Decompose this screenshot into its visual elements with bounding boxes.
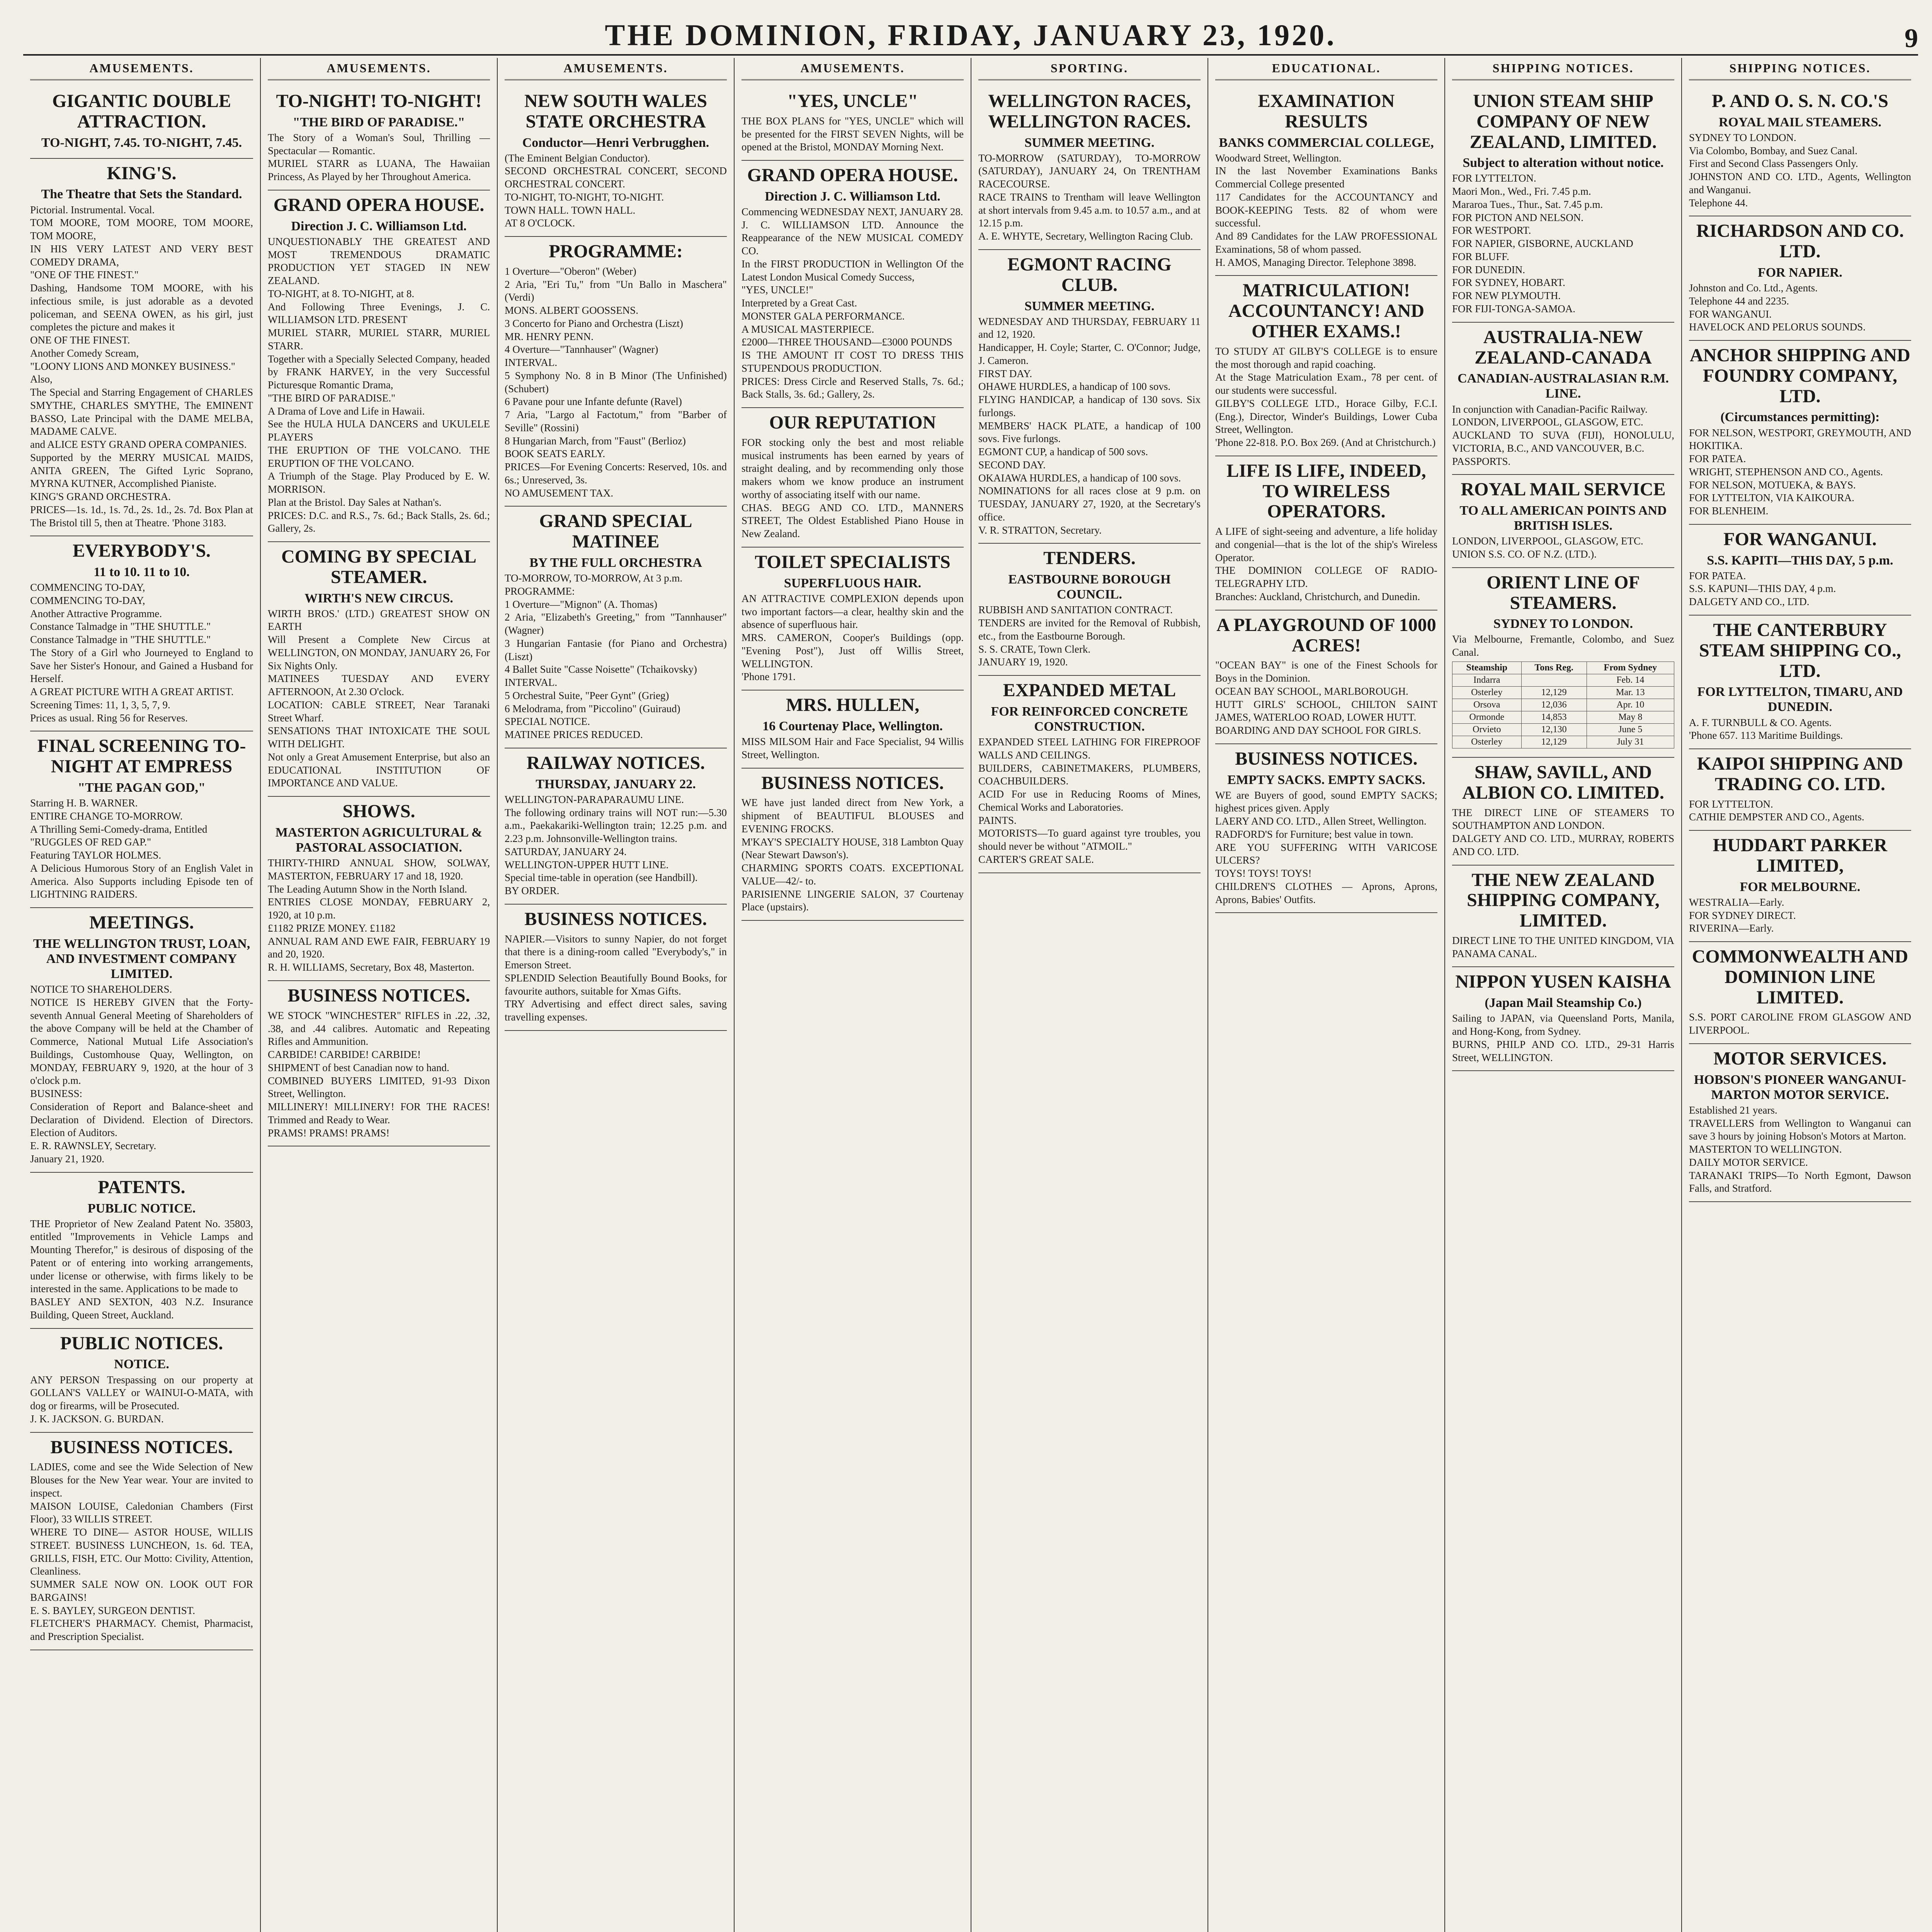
ad-subheading: BANKS COMMERCIAL COLLEGE,: [1219, 135, 1434, 150]
masthead-right: [1686, 23, 1918, 54]
table-cell: Orvieto: [1452, 723, 1522, 736]
advertisement: [268, 797, 490, 981]
ad-subheading: Subject to alteration without notice.: [1463, 156, 1664, 170]
ad-body: The Story of a Woman's Soul, Thrilling — Spectacular — Romantic. MURIEL STARR as LUANA, The Hawaiian Princess, As Played by her Throughout America.: [268, 131, 490, 183]
table-header-cell: Tons Reg.: [1521, 662, 1587, 674]
ad-subheading: TO-NIGHT, 7.45. TO-NIGHT, 7.45.: [41, 135, 242, 150]
advertisement: [1452, 568, 1674, 758]
ad-body: FOR LYTTELTON. CATHIE DEMPSTER AND CO., Agents.: [1689, 798, 1864, 823]
advertisement: [742, 408, 964, 548]
advertisement: [505, 87, 727, 237]
ad-body: A LIFE of sight-seeing and adventure, a life holiday and congenial—that is the lot of the ship's Wireless Operator. THE DOMINION COLLEGE OF RADIO-TELEGRAPHY LTD. Branches: Auckland, Christchurch, and Dunedin.: [1215, 526, 1437, 602]
advertisement: [1689, 942, 1911, 1044]
ad-heading: GRAND OPERA HOUSE.: [273, 194, 485, 215]
ad-subheading: SUPERFLUOUS HAIR.: [784, 576, 922, 590]
ad-heading: FINAL SCREENING TO-NIGHT AT EMPRESS: [37, 736, 246, 777]
ad-body: THE DIRECT LINE OF STEAMERS TO SOUTHAMPTON AND LONDON. DALGETY AND CO. LTD., MURRAY, ROBERTS AND CO. LTD.: [1452, 806, 1674, 857]
ad-body: THIRTY-THIRD ANNUAL SHOW, SOLWAY, MASTERTON, FEBRUARY 17 and 18, 1920. The Leading Autumn Show in the North Island. ENTRIES CLOSE MONDAY, FEBRUARY 2, 1920, at 10 p.m. £1182 PRIZE MONEY. £1182 ANNUAL RAM AND EWE FAIR, FEBRUARY 19 and 20, 1920. R. H. WILLIAMS, Secretary, Box 48, Masterton.: [268, 857, 490, 973]
advertisement: [978, 676, 1201, 873]
page-number: 9: [1905, 24, 1918, 53]
ad-subheading: 16 Courtenay Place, Wellington.: [762, 719, 943, 733]
table-header-cell: Steamship: [1452, 662, 1522, 674]
table-row: [1452, 674, 1674, 686]
table-row: [1452, 723, 1674, 736]
advertisement: [30, 159, 253, 537]
advertisement: [1689, 749, 1911, 831]
ad-heading: BUSINESS NOTICES.: [1235, 748, 1418, 769]
ad-body: SYDNEY TO LONDON. Via Colombo, Bombay, and Suez Canal. First and Second Class Passengers Only. JOHNSTON AND CO. LTD., Agents, Wellington and Wanganui. Telephone 44.: [1689, 131, 1911, 209]
ad-heading: GIGANTIC DOUBLE ATTRACTION.: [52, 91, 231, 132]
advertisement: [30, 908, 253, 1173]
advertisement: [268, 87, 490, 190]
ad-heading: NEW SOUTH WALES STATE ORCHESTRA: [524, 91, 707, 132]
ad-subheading: FOR LYTTELTON, TIMARU, AND DUNEDIN.: [1697, 685, 1903, 714]
ad-body: WE have just landed direct from New York, a shipment of BEAUTIFUL BLOUSES and EVENING FROCKS. M'KAY'S SPECIALTY HOUSE, 318 Lambton Quay (Near Stewart Dawson's). CHARMING SPORTS COATS. EXCEPTIONAL VALUE—42/- to. PARISIENNE LINGERIE SALON, 37 Courtenay Place (upstairs).: [742, 797, 964, 913]
advertisement: [1215, 744, 1437, 913]
ad-body: Sailing to JAPAN, via Queensland Ports, Manila, and Hong-Kong, from Sydney. BURNS, PHILP AND CO. LTD., 29-31 Harris Street, WELLINGTON.: [1452, 1012, 1674, 1063]
column-4: [734, 58, 971, 1932]
ad-heading: EXPANDED METAL: [1003, 680, 1176, 701]
advertisement: [1452, 87, 1674, 323]
ad-subheading: FOR REINFORCED CONCRETE CONSTRUCTION.: [991, 704, 1188, 734]
ad-subheading: CANADIAN-AUSTRALASIAN R.M. LINE.: [1458, 371, 1669, 401]
ad-body: COMMENCING TO-DAY, COMMENCING TO-DAY, Another Attractive Programme. Constance Talmadge in "THE SHUTTLE." Constance Talmadge in "THE SHUTTLE." The Story of a Girl who Journeyed to England to Save her Sister's Honour, and Gained a Husband for Herself. A GREAT PICTURE WITH A GREAT ARTIST. Screening Times: 11, 1, 3, 5, 7, 9. Prices as usual. Ring 56 for Reserves.: [30, 582, 253, 724]
ad-body: (The Eminent Belgian Conductor). SECOND ORCHESTRAL CONCERT, SECOND ORCHESTRAL CONCERT. TO-NIGHT, TO-NIGHT, TO-NIGHT. TOWN HALL. TOWN HALL. AT 8 O'CLOCK.: [505, 152, 727, 229]
ad-heading: EGMONT RACING CLUB.: [1007, 254, 1172, 295]
advertisement: [268, 981, 490, 1146]
ad-body: WIRTH BROS.' (LTD.) GREATEST SHOW ON EARTH Will Present a Complete New Circus at WELLINGTON, ON MONDAY, JANUARY 26, For Six Nights Only. MATINEES TUESDAY AND EVERY AFTERNOON, At 2.30 O'clock. LOCATION: CABLE STREET, Near Taranaki Street Wharf. SENSATIONS THAT INTOXICATE THE SOUL WITH DELIGHT. Not only a Great Amusement Enterprise, but also an EDUCATIONAL INSTITUTION OF IMPORTANCE AND VALUE.: [268, 607, 490, 789]
advertisement: [505, 507, 727, 748]
column-1: [23, 58, 260, 1932]
ad-body: Johnston and Co. Ltd., Agents. Telephone 44 and 2235. FOR WANGANUI. HAVELOCK AND PELORUS SOUNDS.: [1689, 282, 1866, 333]
advertisement: [1452, 758, 1674, 866]
table-cell: Feb. 14: [1587, 674, 1674, 686]
ad-heading: TO-NIGHT! TO-NIGHT!: [276, 91, 482, 111]
page-title: THE DOMINION, FRIDAY, JANUARY 23, 1920.: [605, 18, 1337, 52]
ad-body: Woodward Street, Wellington. IN the last November Examinations Banks Commercial College presented 117 Candidates for the ACCOUNTANCY and BOOK-KEEPING Tests. 82 of whom were successful. And 89 Candidates for the LAW PROFESSIONAL Examinations, 58 of whom passed. H. AMOS, Managing Director. Telephone 3898.: [1215, 152, 1437, 268]
ad-heading: OUR REPUTATION: [769, 412, 936, 433]
ad-heading: TENDERS.: [1043, 548, 1136, 569]
advertisement: [30, 1329, 253, 1433]
ad-body: In conjunction with Canadian-Pacific Railway. LONDON, LIVERPOOL, GLASGOW, ETC. AUCKLAND TO SUVA (FIJI), HONOLULU, VICTORIA, B.C., AND VANCOUVER, B.C. PASSPORTS.: [1452, 403, 1674, 467]
ad-body: TO-MORROW (SATURDAY), TO-MORROW (SATURDAY), JANUARY 24, On TRENTHAM RACECOURSE. RACE TRAINS to Trentham will leave Wellington at short intervals from 9.45 a.m. to 10.57 a.m., and at 12.15 p.m. A. E. WHYTE, Secretary, Wellington Racing Club.: [978, 152, 1201, 242]
advertisement: [1452, 475, 1674, 568]
table-cell: June 5: [1587, 723, 1674, 736]
ad-subheading: FOR NAPIER.: [1757, 265, 1843, 280]
advertisement: [742, 548, 964, 690]
column-6: [1208, 58, 1444, 1932]
advertisement: [742, 161, 964, 408]
ad-subheading: S.S. KAPITI—THIS DAY, 5 p.m.: [1707, 553, 1893, 568]
ad-body: 1 Overture—"Oberon" (Weber) 2 Aria, "Eri Tu," from "Un Ballo in Maschera" (Verdi) MONS. ALBERT GOOSSENS. 3 Concerto for Piano and Orchestra (Liszt) MR. HENRY PENN. 4 Overture—"Tannhauser" (Wagner) INTERVAL. 5 Symphony No. 8 in B Minor (The Unfinished) (Schubert) 6 Pavane pour une Infante defunte (Ravel) 7 Aria, "Largo al Factotum," from "Barber of Seville" (Rossini) 8 Hungarian March, from "Faust" (Berlioz) BOOK SEATS EARLY. PRICES—For Evening Concerts: Reserved, 10s. and 6s.; Unreserved, 3s. NO AMUSEMENT TAX.: [505, 265, 727, 499]
advertisement: [1452, 967, 1674, 1071]
advertisement: [505, 237, 727, 507]
ad-body: NAPIER.—Visitors to sunny Napier, do not forget that there is a dining-room called "Everybody's," in Emerson Street. SPLENDID Selection Beautifully Bound Books, for favourite authors, suitable for Xmas Gifts. TRY Advertising and effect direct sales, saving travelling expenses.: [505, 933, 727, 1023]
table-cell: May 8: [1587, 711, 1674, 723]
ad-body: A. F. TURNBULL & CO. Agents. 'Phone 657. 113 Maritime Buildings.: [1689, 716, 1843, 742]
advertisement: [742, 769, 964, 921]
ad-subheading: (Circumstances permitting):: [1720, 410, 1880, 425]
ad-body: AN ATTRACTIVE COMPLEXION depends upon two important factors—a clear, healthy skin and the absence of superfluous hair. MRS. CAMERON, Cooper's Buildings (opp. "Evening Post"), Just off Willis Street, WELLINGTON. 'Phone 1791.: [742, 592, 964, 683]
advertisement: [742, 87, 964, 161]
ad-subheading: The Theatre that Sets the Standard.: [41, 187, 242, 202]
advertisement: [1689, 87, 1911, 216]
table-cell: Mar. 13: [1587, 686, 1674, 699]
ad-heading: THE CANTERBURY STEAM SHIPPING CO., LTD.: [1699, 619, 1901, 681]
ad-subheading: 11 to 10. 11 to 10.: [94, 565, 190, 580]
ad-body: FOR stocking only the best and most reliable musical instruments has been earned by years of straight dealing, and by recommending only those makers whom we know produce an instrument worthy of associating itself with our name. CHAS. BEGG AND CO. LTD., MANNERS STREET, The Oldest Established Piano House in New Zealand.: [742, 436, 964, 540]
ad-subheading: ROYAL MAIL STEAMERS.: [1718, 115, 1881, 129]
ad-heading: FOR WANGANUI.: [1723, 529, 1877, 549]
ad-body: FOR PATEA. S.S. KAPUNI—THIS DAY, 4 p.m. DALGETY AND CO., LTD.: [1689, 570, 1836, 608]
ad-subheading: EASTBOURNE BOROUGH COUNCIL.: [1008, 572, 1171, 602]
table-row: [1452, 686, 1674, 699]
advertisement: [1689, 216, 1911, 341]
table-cell: Osterley: [1452, 736, 1522, 748]
ad-heading: P. AND O. S. N. CO.'S: [1712, 91, 1888, 111]
table-cell: Orsova: [1452, 699, 1522, 711]
table-cell: 12,130: [1521, 723, 1587, 736]
table-cell: Apr. 10: [1587, 699, 1674, 711]
table-row: [1452, 699, 1674, 711]
advertisement: [30, 536, 253, 731]
table-cell: 12,036: [1521, 699, 1587, 711]
table-cell: Ormonde: [1452, 711, 1522, 723]
masthead: [23, 12, 1918, 56]
column-8: [1681, 58, 1918, 1932]
column-heading: AMUSEMENTS.: [505, 58, 727, 80]
ad-subheading: SUMMER MEETING.: [1024, 135, 1155, 150]
ad-heading: KING'S.: [107, 163, 177, 184]
ad-heading: LIFE IS LIFE, INDEED, TO WIRELESS OPERATORS.: [1226, 460, 1426, 522]
table-cell: July 31: [1587, 736, 1674, 748]
column-heading: AMUSEMENTS.: [742, 58, 964, 80]
ad-body: ANY PERSON Trespassing on our property at GOLLAN'S VALLEY or WAINUI-O-MATA, with dog or firearms, will be Prosecuted. J. K. JACKSON. G. BURDAN.: [30, 1374, 253, 1425]
advertisement: [1689, 341, 1911, 525]
ad-body: LADIES, come and see the Wide Selection of New Blouses for the New Year wear. Your are invited to inspect. MAISON LOUISE, Caledonian Chambers (First Floor), 33 WILLIS STREET. WHERE TO DINE— ASTOR HOUSE, WILLIS STREET. BUSINESS LUNCHEON, 1s. 6d. TEA, GRILLS, FISH, ETC. Our Motto: Civility, Attention, Cleanliness. SUMMER SALE NOW ON. LOOK OUT FOR BARGAINS! E. S. BAYLEY, SURGEON DENTIST. FLETCHER'S PHARMACY. Chemist, Pharmacist, and Prescription Specialist.: [30, 1461, 253, 1643]
ad-heading: COMING BY SPECIAL STEAMER.: [281, 546, 476, 587]
ad-subheading: NOTICE.: [114, 1357, 169, 1372]
advertisement: [30, 731, 253, 908]
advertisement: [30, 1433, 253, 1650]
ad-body: EXPANDED STEEL LATHING FOR FIREPROOF WALLS AND CEILINGS. BUILDERS, CABINETMAKERS, PLUMBERS, COACHBUILDERS. ACID For use in Reducing Rooms of Mines, Chemical Works and Laboratories. PAINTS. MOTORISTS—To guard against tyre troubles, you should never be without "ATMOIL." CARTER'S GREAT SALE.: [978, 736, 1201, 865]
ad-body: WELLINGTON-PARAPARAUMU LINE. The following ordinary trains will NOT run:—5.30 a.m., Paekakariki-Wellington train; 12.25 p.m. and 2.23 p.m. Johnsonville-Wellington trains. SATURDAY, JANUARY 24. WELLINGTON-UPPER HUTT LINE. Special time-table in operation (see Handbill). BY ORDER.: [505, 793, 727, 897]
ad-heading: MEETINGS.: [89, 912, 194, 933]
column-heading: AMUSEMENTS.: [268, 58, 490, 80]
ad-body: UNQUESTIONABLY THE GREATEST AND MOST TREMENDOUS DRAMATIC PRODUCTION YET STAGED IN NEW ZEALAND. TO-NIGHT, at 8. TO-NIGHT, at 8. And Following Three Evenings, J. C. WILLIAMSON LTD. PRESENT MURIEL STARR, MURIEL STARR, MURIEL STARR. Together with a Specially Selected Company, headed by FRANK HARVEY, in the very Successful Picturesque Romantic Drama, "THE BIRD OF PARADISE." A Drama of Love and Life in Hawaii. See the HULA HULA DANCERS and UKULELE PLAYERS THE ERUPTION OF THE VOLCANO. THE ERUPTION OF THE VOLCANO. A Triumph of the Stage. Play Produced by E. W. MORRISON. Plan at the Bristol. Day Sales at Nathan's. PRICES: D.C. and R.S., 7s. 6d.; Back Stalls, 2s. 6d.; Gallery, 2s.: [268, 235, 490, 534]
ad-heading: EVERYBODY'S.: [72, 541, 211, 561]
ad-subheading: "THE BIRD OF PARADISE.": [293, 115, 465, 129]
ad-heading: TOILET SPECIALISTS: [755, 551, 951, 572]
ad-heading: BUSINESS NOTICES.: [761, 772, 944, 793]
ad-heading: PROGRAMME:: [549, 241, 683, 262]
ad-subheading: Conductor—Henri Verbrugghen.: [522, 135, 709, 150]
advertisement: [505, 905, 727, 1031]
ad-body: Established 21 years. TRAVELLERS from Wellington to Wanganui can save 3 hours by joining Hobson's Motors at Marton. MASTERTON TO WELLINGTON. DAILY MOTOR SERVICE. TARANAKI TRIPS—To North Egmont, Dawson Falls, and Stratford.: [1689, 1104, 1911, 1194]
advertisement: [1452, 323, 1674, 475]
ad-heading: AUSTRALIA-NEW ZEALAND-CANADA: [1475, 327, 1652, 368]
ad-subheading: EMPTY SACKS. EMPTY SACKS.: [1227, 772, 1425, 787]
ad-body: Pictorial. Instrumental. Vocal. TOM MOORE, TOM MOORE, TOM MOORE, TOM MOORE, IN HIS VERY LATEST AND VERY BEST COMEDY DRAMA, "ONE OF THE FINEST." Dashing, Handsome TOM MOORE, with his infectious smile, is just adorable as a devoted policeman, and SEENA OWEN, as his girl, just completes the picture and makes it ONE OF THE FINEST. Another Comedy Scream, "LOONY LIONS AND MONKEY BUSINESS." Also, The Special and Starring Engagement of CHARLES SMYTHE, CHARLES SMYTHE, The EMINENT BASSO, Late Principal with the DAME MELBA, MADAME CALVE. and ALICE ESTY GRAND OPERA COMPANIES. Supported by the MERRY MUSICAL MAIDS, ANITA GREEN, The Gifted Lyric Soprano, MYRNA KUTNER, Accomplished Pianiste. KING'S GRAND ORCHESTRA. PRICES—1s. 1d., 1s. 7d., 2s. 1d., 2s. 7d. Box Plan at The Bristol till 5, then at Theatre. 'Phone 3183.: [30, 204, 253, 529]
advertisement: [1689, 831, 1911, 942]
advertisement: [1215, 456, 1437, 611]
ad-heading: BUSINESS NOTICES.: [50, 1437, 233, 1458]
ad-heading: MATRICULATION! ACCOUNTANCY! AND OTHER EXAMS.!: [1228, 280, 1425, 342]
ad-body: WESTRALIA—Early. FOR SYDNEY DIRECT. RIVERINA—Early.: [1689, 896, 1796, 934]
advertisement: [978, 250, 1201, 544]
column-heading: SHIPPING NOTICES.: [1452, 58, 1674, 80]
ad-heading: MOTOR SERVICES.: [1713, 1048, 1887, 1069]
ad-body: Starring H. B. WARNER. ENTIRE CHANGE TO-MORROW. A Thrilling Semi-Comedy-drama, Entitled "RUGGLES OF RED GAP." Featuring TAYLOR HOLMES. A Delicious Humorous Story of an English Valet in America. Also Supports including Episode ten of LIGHTNING RAIDERS.: [30, 797, 253, 900]
ad-subheading: (Japan Mail Steamship Co.): [1485, 996, 1642, 1010]
columns-container: [23, 58, 1918, 1932]
ad-body: S.S. PORT CAROLINE FROM GLASGOW AND LIVERPOOL.: [1689, 1011, 1911, 1036]
table-row: [1452, 736, 1674, 748]
ad-heading: KAIPOI SHIPPING AND TRADING CO. LTD.: [1697, 753, 1903, 794]
sailing-table: [1452, 662, 1674, 748]
advertisement: [268, 190, 490, 542]
ad-heading: THE NEW ZEALAND SHIPPING COMPANY, LIMITED.: [1467, 869, 1660, 931]
ad-body: WEDNESDAY AND THURSDAY, FEBRUARY 11 and 12, 1920. Handicapper, H. Coyle; Starter, C. O'Connor; Judge, J. Cameron. FIRST DAY. OHAWE HURDLES, a handicap of 100 sovs. FLYING HANDICAP, a handicap of 130 sovs. Six furlongs. MEMBERS' HACK PLATE, a handicap of 100 sovs. Five furlongs. EGMONT CUP, a handicap of 500 sovs. SECOND DAY. OKAIAWA HURDLES, a handicap of 100 sovs. NOMINATIONS for all races close at 9 p.m. on TUESDAY, JANUARY 27, 1920, at the Secretary's office. V. R. STRATTON, Secretary.: [978, 315, 1201, 536]
advertisement: [1689, 525, 1911, 616]
ad-subheading: Direction J. C. Williamson Ltd.: [765, 189, 940, 204]
ad-subheading: BY THE FULL ORCHESTRA: [529, 556, 702, 570]
table-cell: Indarra: [1452, 674, 1522, 686]
column-3: [497, 58, 734, 1932]
ad-subheading: FOR MELBOURNE.: [1740, 879, 1861, 894]
ad-heading: A PLAYGROUND OF 1000 ACRES!: [1216, 614, 1436, 656]
ad-body: NOTICE TO SHAREHOLDERS. NOTICE IS HEREBY GIVEN that the Forty-seventh Annual General Meeting of Shareholders of the above Company will be held at the Chamber of Commerce, National Mutual Life Association's Buildings, Customhouse Quay, Wellington, on MONDAY, FEBRUARY 9, 1920, at the hour of 3 o'clock p.m. BUSINESS: Consideration of Report and Balance-sheet and Declaration of Dividend. Election of Directors. Election of Auditors. E. R. RAWNSLEY, Secretary. January 21, 1920.: [30, 983, 253, 1165]
column-2: [260, 58, 497, 1932]
ad-subheading: SUMMER MEETING.: [1024, 299, 1155, 313]
ad-subheading: THE WELLINGTON TRUST, LOAN, AND INVESTMENT COMPANY LIMITED.: [33, 936, 250, 981]
advertisement: [30, 1173, 253, 1329]
advertisement: [1689, 1044, 1911, 1202]
ad-body: LONDON, LIVERPOOL, GLASGOW, ETC. UNION S.S. CO. OF N.Z. (LTD.).: [1452, 535, 1643, 560]
table-cell: 14,853: [1521, 711, 1587, 723]
ad-heading: NIPPON YUSEN KAISHA: [1455, 971, 1671, 992]
column-heading: AMUSEMENTS.: [30, 58, 253, 80]
ad-heading: BUSINESS NOTICES.: [287, 985, 470, 1006]
table-cell: 12,129: [1521, 686, 1587, 699]
table-row: [1452, 711, 1674, 723]
column-heading: SHIPPING NOTICES.: [1689, 58, 1911, 80]
advertisement: [978, 544, 1201, 676]
ad-body: WE STOCK "WINCHESTER" RIFLES in .22, .32, .38, and .44 calibres. Automatic and Repeating Rifles and Ammunition. CARBIDE! CARBIDE! CARBIDE! SHIPMENT of best Canadian now to hand. COMBINED BUYERS LIMITED, 91-93 Dixon Street, Wellington. MILLINERY! MILLINERY! FOR THE RACES! Trimmed and Ready to Wear. PRAMS! PRAMS! PRAMS!: [268, 1009, 490, 1139]
column-heading: EDUCATIONAL.: [1215, 58, 1437, 80]
column-5: [971, 58, 1208, 1932]
ad-subheading: "THE PAGAN GOD,": [78, 781, 206, 795]
ad-heading: EXAMINATION RESULTS: [1258, 91, 1395, 132]
advertisement: [505, 748, 727, 905]
ad-heading: "YES, UNCLE": [787, 91, 918, 111]
ad-subheading: MASTERTON AGRICULTURAL & PASTORAL ASSOCIATION.: [275, 825, 483, 855]
ad-heading: MRS. HULLEN,: [786, 695, 920, 716]
advertisement: [30, 87, 253, 159]
ad-heading: COMMONWEALTH AND DOMINION LINE LIMITED.: [1692, 946, 1908, 1008]
ad-body: Commencing WEDNESDAY NEXT, JANUARY 28. J. C. WILLIAMSON LTD. Announce the Reappearance of the NEW MUSICAL COMEDY CO. In the FIRST PRODUCTION in Wellington Of the Latest London Musical Comedy Success, "YES, UNCLE!" Interpreted by a Great Cast. MONSTER GALA PERFORMANCE. A MUSICAL MASTERPIECE. £2000—THREE THOUSAND—£3000 POUNDS IS THE AMOUNT IT COST TO DRESS THIS STUPENDOUS PRODUCTION. PRICES: Dress Circle and Reserved Stalls, 7s. 6d.; Back Stalls, 3s. 6d.; Gallery, 2s.: [742, 206, 964, 400]
ad-subheading: HOBSON'S PIONEER WANGANUI-MARTON MOTOR SERVICE.: [1694, 1072, 1906, 1102]
ad-body: WE are Buyers of good, sound EMPTY SACKS; highest prices given. Apply LAERY AND CO. LTD., Allen Street, Wellington. RADFORD'S for Furniture; best value in town. ARE YOU SUFFERING WITH VARICOSE ULCERS? TOYS! TOYS! TOYS! CHILDREN'S CLOTHES — Aprons, Aprons, Aprons, Babies' Outfits.: [1215, 789, 1437, 905]
ad-body: THE BOX PLANS for "YES, UNCLE" which will be presented for the FIRST SEVEN Nights, will be opened at the Bristol, MONDAY Morning Next.: [742, 115, 964, 153]
advertisement: [1452, 866, 1674, 968]
advertisement: [1215, 611, 1437, 744]
ad-heading: RAILWAY NOTICES.: [526, 752, 705, 773]
ad-subheading: THURSDAY, JANUARY 22.: [536, 777, 696, 791]
ad-body: FOR NELSON, WESTPORT, GREYMOUTH, AND HOKITIKA. FOR PATEA. WRIGHT, STEPHENSON AND CO., Agents. FOR NELSON, MOTUEKA, & BAYS. FOR LYTTELTON, VIA KAIKOURA. FOR BLENHEIM.: [1689, 427, 1911, 517]
ad-body: TO STUDY AT GILBY'S COLLEGE is to ensure the most thorough and rapid coaching. At the Stage Matriculation Exam., 78 per cent. of our students were successful. GILBY'S COLLEGE LTD., Horace Gilby, F.C.I. (Eng.), Director, Winder's Buildings, Lower Cuba Street, Wellington. 'Phone 22-818. P.O. Box 269. (And at Christchurch.): [1215, 345, 1437, 449]
advertisement: [978, 87, 1201, 250]
ad-body: "OCEAN BAY" is one of the Finest Schools for Boys in the Dominion. OCEAN BAY SCHOOL, MARLBOROUGH. HUTT GIRLS' SCHOOL, CHILTON SAINT JAMES, WATERLOO ROAD, LOWER HUTT. BOARDING AND DAY SCHOOL FOR GIRLS.: [1215, 659, 1437, 736]
ad-body: MISS MILSOM Hair and Face Specialist, 94 Willis Street, Wellington.: [742, 736, 964, 760]
ad-body: RUBBISH AND SANITATION CONTRACT. TENDERS are invited for the Removal of Rubbish, etc., from the Eastbourne Borough. S. S. CRATE, Town Clerk. JANUARY 19, 1920.: [978, 604, 1201, 668]
ad-heading: SHOWS.: [342, 801, 415, 822]
ad-heading: ORIENT LINE OF STEAMERS.: [1486, 572, 1640, 613]
ad-heading: HUDDART PARKER LIMITED,: [1713, 835, 1888, 876]
ad-heading: RICHARDSON AND CO. LTD.: [1696, 221, 1904, 262]
ad-subheading: Direction J. C. Williamson Ltd.: [291, 219, 467, 233]
ad-body: TO-MORROW, TO-MORROW, At 3 p.m. PROGRAMME: 1 Overture—"Mignon" (A. Thomas) 2 Aria, "Elizabeth's Greeting," from "Tannhauser" (Wagner) 3 Hungarian Fantasie (for Piano and Orchestra) (Liszt) 4 Ballet Suite "Casse Noisette" (Tchaikovsky) INTERVAL. 5 Orchestral Suite, "Peer Gynt" (Grieg) 6 Melodrama, from "Piccolino" (Guiraud) SPECIAL NOTICE. MATINEE PRICES REDUCED.: [505, 572, 727, 741]
table-header-cell: From Sydney: [1587, 662, 1674, 674]
table-cell: 12,129: [1521, 736, 1587, 748]
advertisement: [1215, 87, 1437, 276]
table-cell: [1521, 674, 1587, 686]
advertisement: [742, 690, 964, 768]
ad-heading: SHAW, SAVILL, AND ALBION CO. LIMITED.: [1462, 762, 1664, 803]
ad-body: Via Melbourne, Fremantle, Colombo, and Suez Canal.: [1452, 633, 1674, 658]
table-cell: Osterley: [1452, 686, 1522, 699]
ad-subheading: PUBLIC NOTICE.: [87, 1201, 196, 1216]
ad-subheading: WIRTH'S NEW CIRCUS.: [304, 591, 453, 605]
ad-heading: PATENTS.: [98, 1177, 185, 1197]
ad-heading: BUSINESS NOTICES.: [524, 908, 707, 929]
ad-heading: UNION STEAM SHIP COMPANY OF NEW ZEALAND, LIMITED.: [1469, 91, 1657, 152]
advertisement: [1689, 616, 1911, 749]
ad-body: DIRECT LINE TO THE UNITED KINGDOM, VIA PANAMA CANAL.: [1452, 934, 1674, 959]
advertisement: [1215, 276, 1437, 456]
ad-heading: PUBLIC NOTICES.: [60, 1333, 223, 1354]
ad-heading: GRAND OPERA HOUSE.: [747, 165, 958, 186]
advertisement: [268, 542, 490, 797]
column-7: [1444, 58, 1681, 1932]
ad-body: THE Proprietor of New Zealand Patent No. 35803, entitled "Improvements in Vehicle Lamps and Mounting Therefor," is desirous of disposing of the Patent or of entering into working arrangements, under license or otherwise, with firms likely to be interested in the same. Applications to be made to BASLEY AND SEXTON, 403 N.Z. Insurance Building, Queen Street, Auckland.: [30, 1218, 253, 1321]
column-heading: SPORTING.: [978, 58, 1201, 80]
ad-heading: WELLINGTON RACES, WELLINGTON RACES.: [988, 91, 1191, 132]
ad-heading: ANCHOR SHIPPING AND FOUNDRY COMPANY, LTD.: [1690, 345, 1910, 406]
ad-heading: GRAND SPECIAL MATINEE: [539, 511, 692, 552]
ad-subheading: TO ALL AMERICAN POINTS AND BRITISH ISLES.: [1459, 503, 1667, 533]
ad-subheading: SYDNEY TO LONDON.: [1493, 617, 1633, 631]
ad-heading: ROYAL MAIL SERVICE: [1461, 479, 1666, 500]
ad-body: FOR LYTTELTON. Maori Mon., Wed., Fri. 7.45 p.m. Mararoa Tues., Thur., Sat. 7.45 p.m. FOR PICTON AND NELSON. FOR WESTPORT. FOR NAPIER, GISBORNE, AUCKLAND FOR BLUFF. FOR DUNEDIN. FOR SYDNEY, HOBART. FOR NEW PLYMOUTH. FOR FIJI-TONGA-SAMOA.: [1452, 172, 1633, 315]
